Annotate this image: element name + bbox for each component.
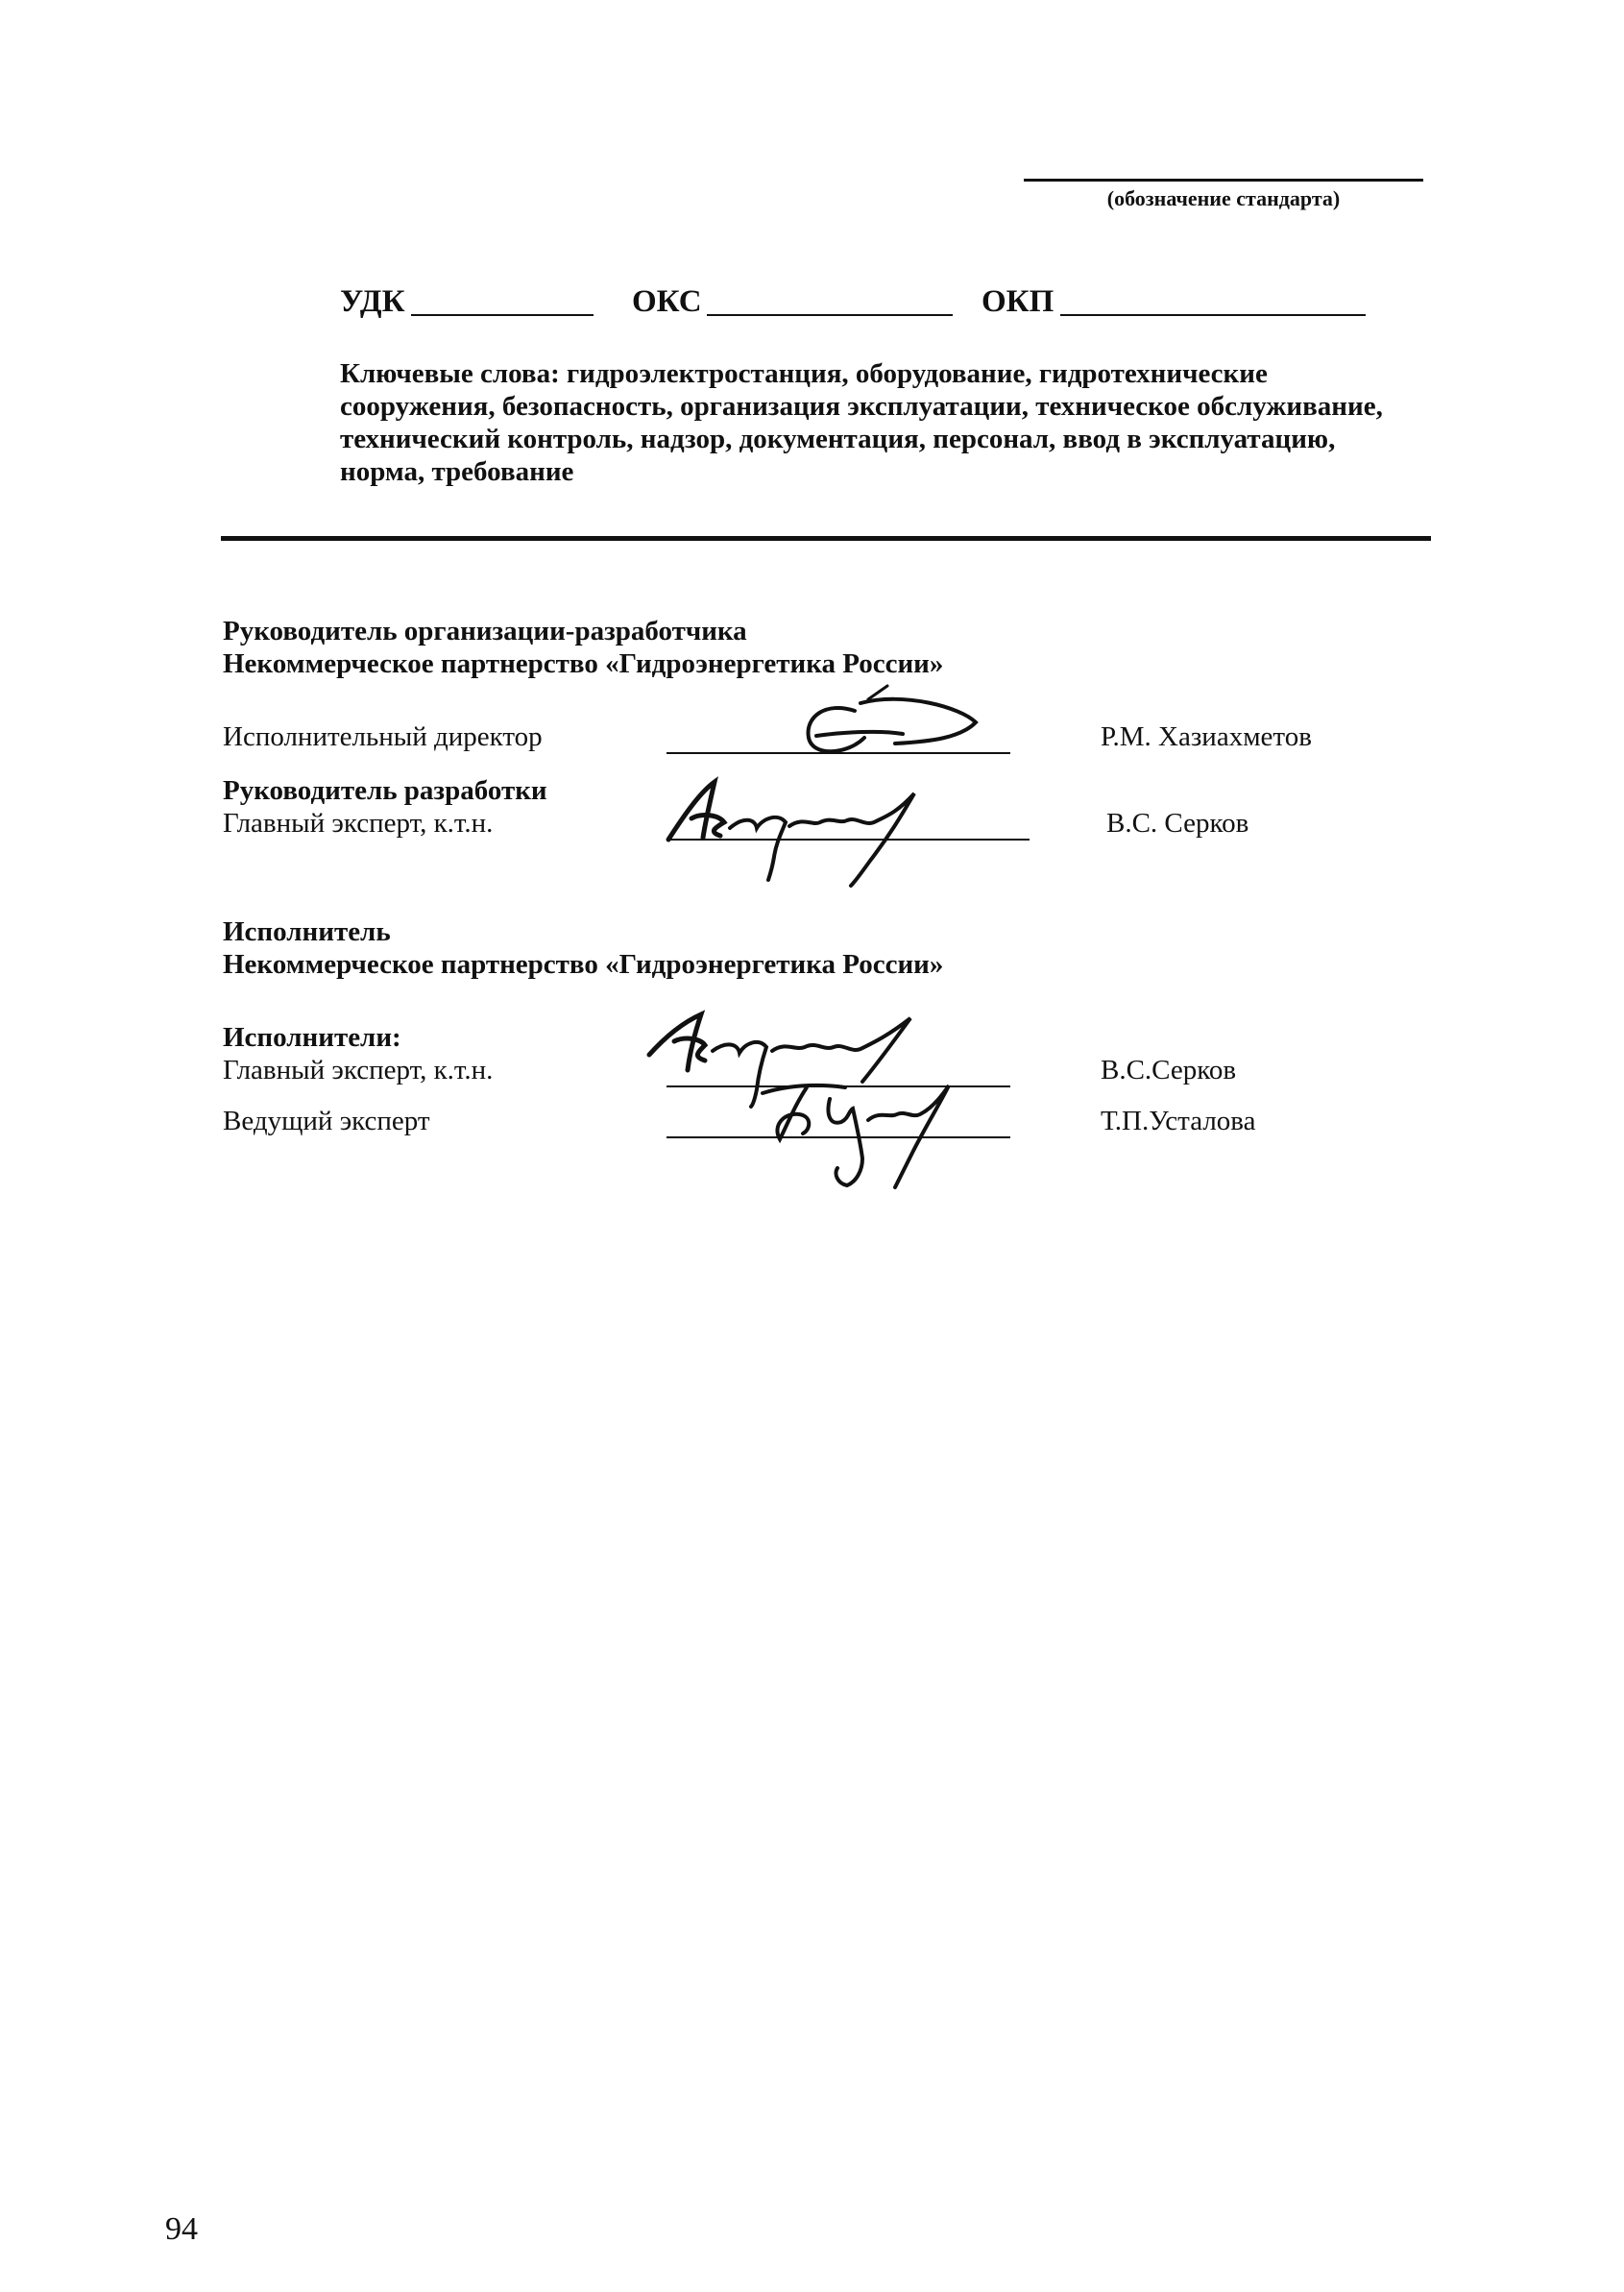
okp-label: ОКП	[982, 284, 1054, 319]
okp-blank	[1060, 314, 1366, 316]
executor-1-name: В.С.Серков	[1101, 1055, 1237, 1085]
executor-1-position: Главный эксперт, к.т.н.	[223, 1055, 494, 1085]
oks-label: ОКС	[632, 284, 702, 319]
keywords-block	[340, 357, 1396, 488]
section-divider	[221, 536, 1431, 541]
lead-name: В.С. Серков	[1106, 808, 1249, 839]
standard-designation-label: (обозначение стандарта)	[1106, 186, 1341, 210]
lead-position: Главный эксперт, к.т.н.	[223, 808, 494, 839]
director-signature	[788, 678, 989, 765]
lead-signature	[663, 774, 951, 890]
executor-2-name: Т.П.Усталова	[1101, 1106, 1256, 1136]
executors-list-heading: Исполнители:	[223, 1022, 401, 1053]
director-position: Исполнительный директор	[223, 721, 543, 752]
developer-heading: Руководитель организации-разработчика	[223, 616, 747, 646]
standard-designation-line	[1024, 179, 1423, 182]
developer-organization: Некоммерческое партнерство «Гидроэнергетика России»	[223, 648, 944, 679]
executor-heading: Исполнитель	[223, 916, 391, 947]
keywords-label: Ключевые слова:	[340, 358, 560, 389]
udk-label: УДК	[340, 284, 405, 319]
keywords-text: гидроэлектростанция, оборудование, гидротехнические сооружения, безопасность, организация эксплуатации, техническое обслуживание, технический контроль, надзор, документация, персонал, ввод в эксплуатацию, норма, требование	[340, 358, 1383, 487]
executor-2-position: Ведущий эксперт	[223, 1106, 430, 1136]
director-name: Р.М. Хазиахметов	[1101, 721, 1312, 752]
page-number: 94	[165, 2211, 198, 2247]
executor-2-signature	[749, 1076, 970, 1191]
lead-heading: Руководитель разработки	[223, 775, 547, 806]
executor-organization: Некоммерческое партнерство «Гидроэнергетика России»	[223, 949, 944, 980]
oks-blank	[707, 314, 953, 316]
udk-blank	[411, 314, 594, 316]
